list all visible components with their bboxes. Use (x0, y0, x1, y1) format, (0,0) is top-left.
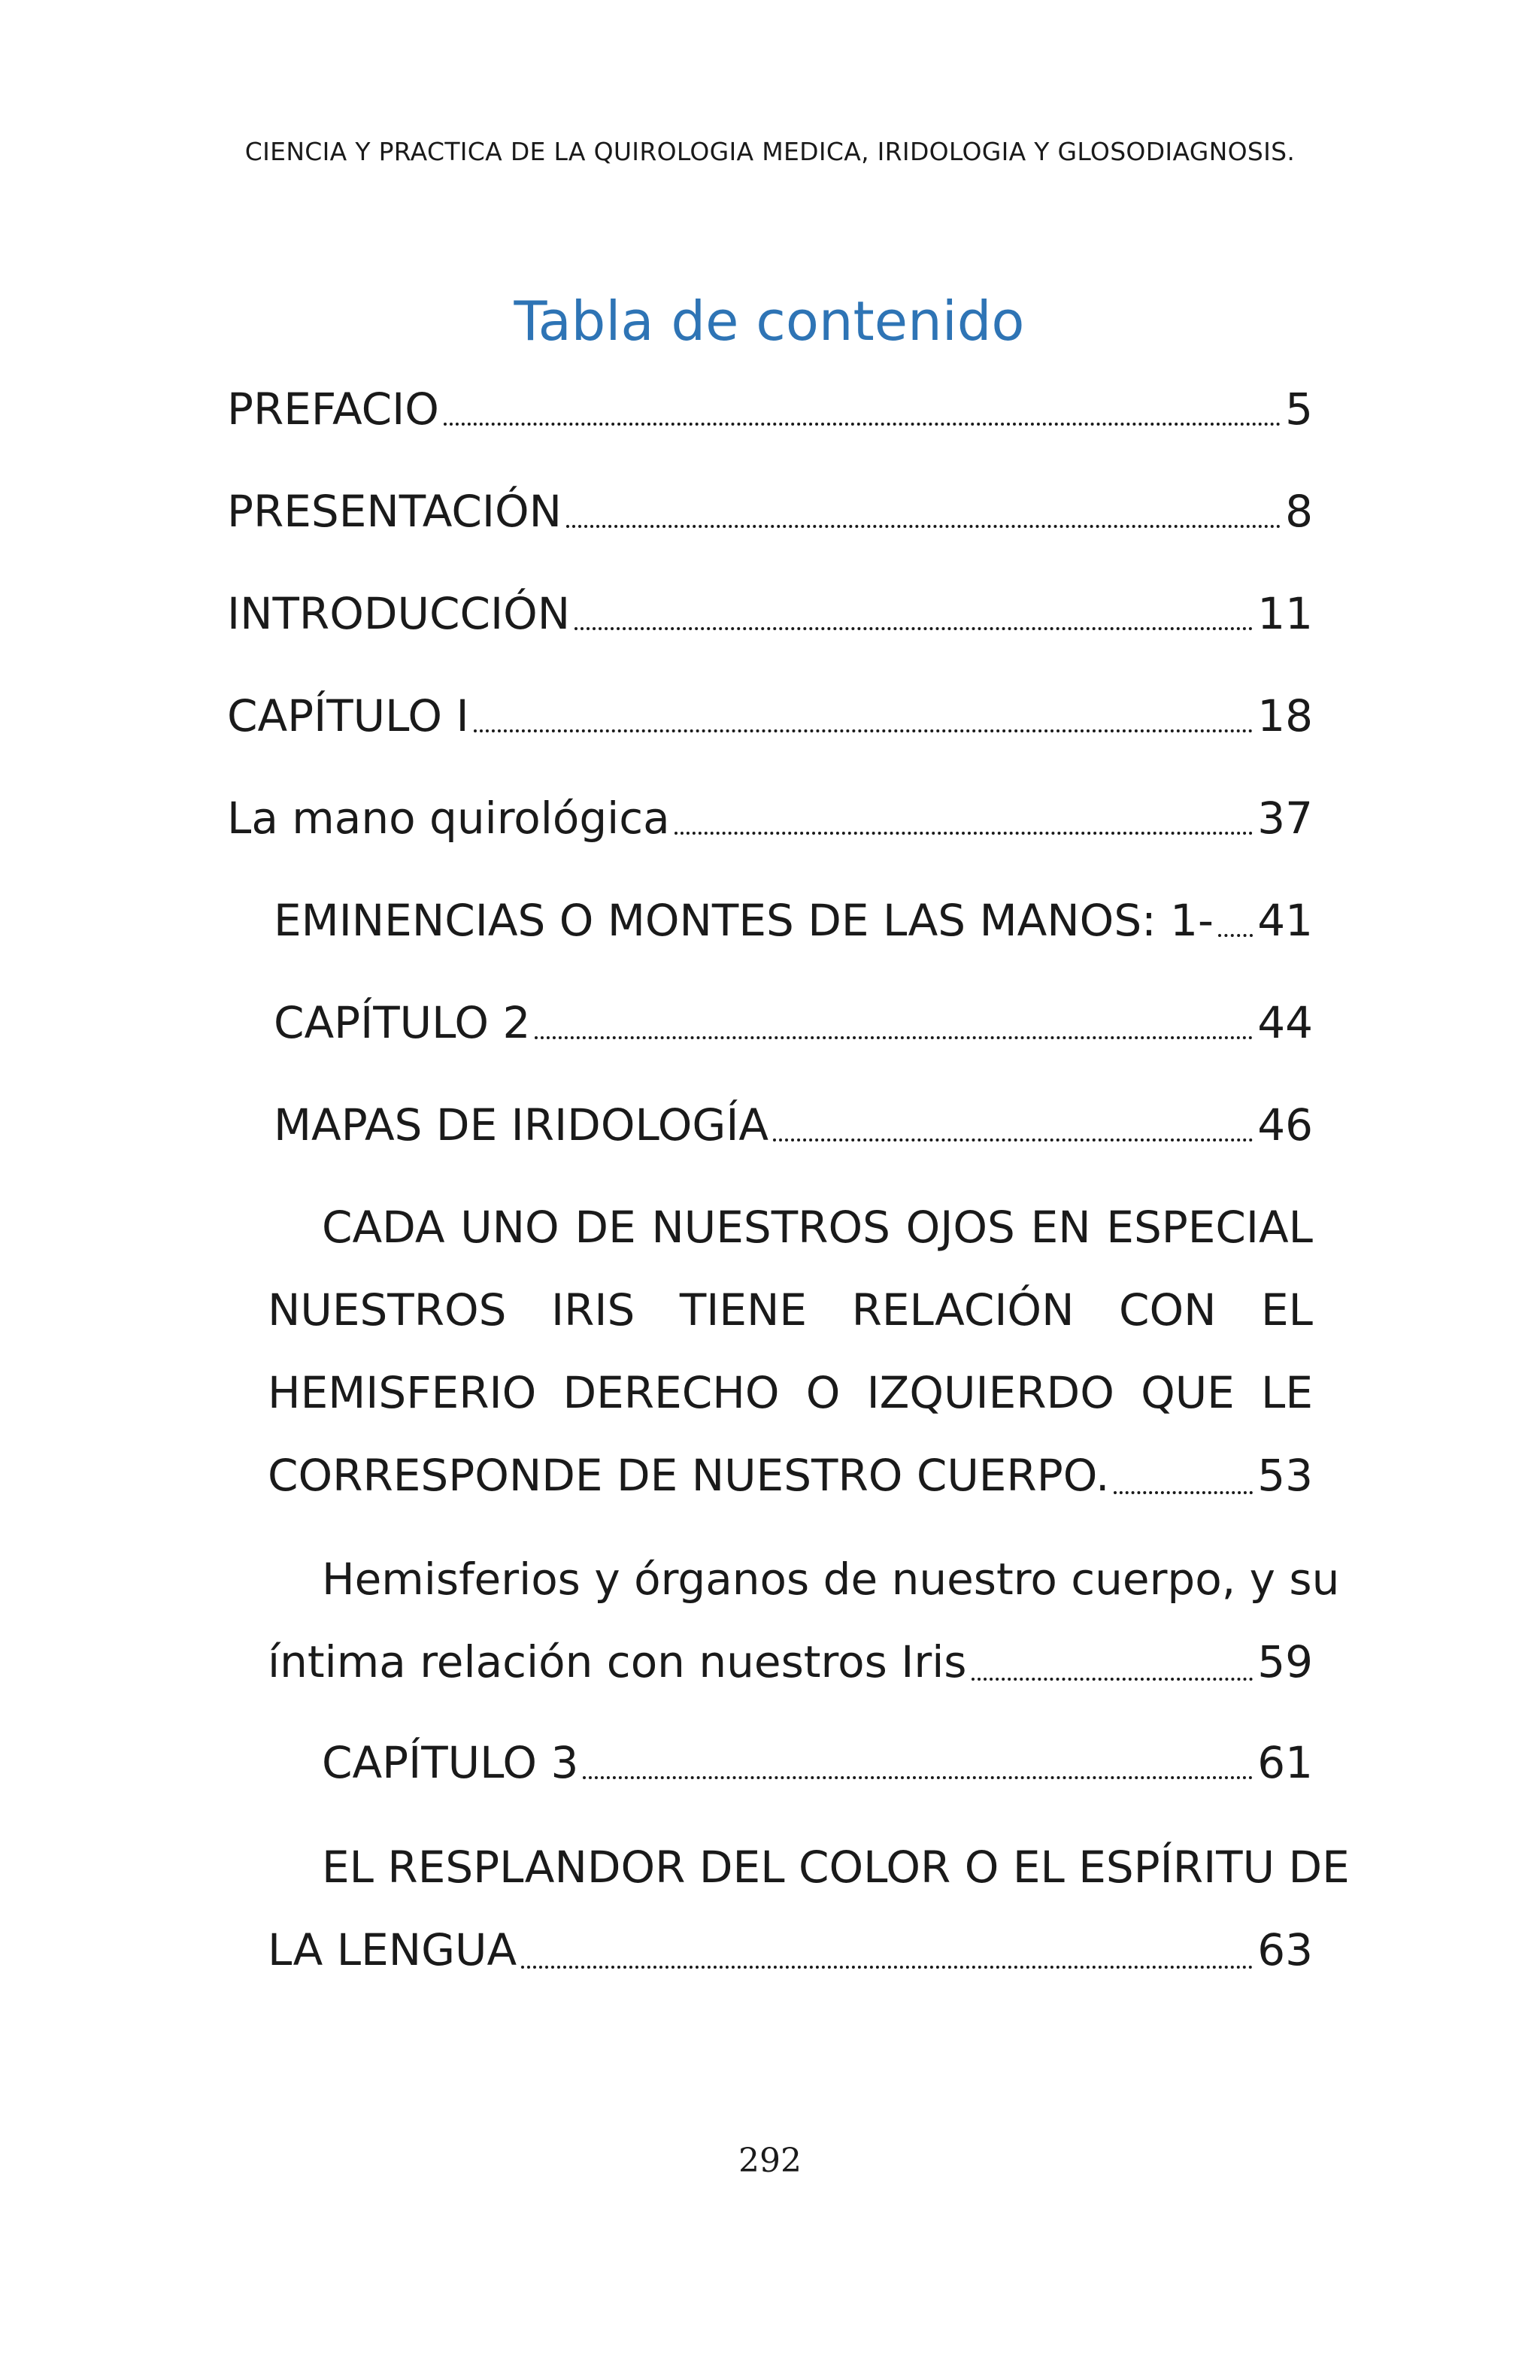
toc-entry-label: LA LENGUA (268, 1924, 517, 1975)
toc-entry-label: CAPÍTULO I (227, 690, 469, 741)
toc-entry-label: MAPAS DE IRIDOLOGÍA (274, 1099, 769, 1151)
page-number: 292 (738, 2142, 802, 2180)
toc-entry-mapas-iridologia[interactable] (274, 1095, 1313, 1155)
dot-leader (574, 627, 1253, 630)
dot-leader (535, 1036, 1253, 1039)
toc-entry-label: INTRODUCCIÓN (227, 588, 571, 639)
toc-entry-capitulo-3[interactable] (322, 1733, 1313, 1793)
toc-entry-line: HEMISFERIO DERECHO O IZQUIERDO QUE LE (268, 1367, 1313, 1418)
toc-entry-capitulo-2[interactable] (274, 993, 1313, 1053)
toc-entry-page: 44 (1257, 997, 1313, 1048)
toc-entry-hemisferios[interactable] (268, 1538, 1340, 1703)
dot-leader (773, 1138, 1253, 1141)
dot-leader (566, 525, 1281, 528)
toc-entry-presentacion[interactable] (227, 481, 1313, 541)
running-header: CIENCIA Y PRACTICA DE LA QUIROLOGIA MEDICA, IRIDOLOGIA Y GLOSODIAGNOSIS. (244, 137, 1296, 166)
toc-entry-label: CORRESPONDE DE NUESTRO CUERPO. (268, 1450, 1110, 1501)
toc-entry-page: 8 (1285, 486, 1313, 537)
toc-entry-label: PREFACIO (227, 384, 439, 435)
toc-entry-label: PRESENTACIÓN (227, 486, 562, 537)
toc-entry-page: 41 (1257, 895, 1313, 946)
toc-entry-page: 5 (1285, 384, 1313, 435)
toc-entry-page: 37 (1257, 793, 1313, 844)
toc-entry-page: 53 (1257, 1450, 1313, 1501)
toc-entry-label: La mano quirológica (227, 793, 670, 844)
toc-title: Tabla de contenido (514, 290, 1025, 353)
toc-entry-last-line (268, 1434, 1313, 1517)
toc-entry-line: EL RESPLANDOR DEL COLOR O EL ESPÍRITU DE (322, 1842, 1350, 1893)
toc-entry-page: 59 (1257, 1636, 1313, 1687)
toc-entry-label: CAPÍTULO 2 (274, 997, 531, 1048)
toc-entry-page: 18 (1257, 690, 1313, 741)
dot-leader (474, 729, 1254, 732)
toc-entry-mano-quirologica[interactable] (227, 788, 1313, 848)
toc-entry-page: 63 (1257, 1924, 1313, 1975)
toc-entry-line: NUESTROS IRIS TIENE RELACIÓN CON EL (268, 1284, 1313, 1336)
dot-leader (675, 832, 1253, 835)
toc-entry-eminencias[interactable] (274, 890, 1313, 950)
toc-entry-introduccion[interactable] (227, 584, 1313, 644)
toc-entry-page: 61 (1257, 1737, 1313, 1788)
dot-leader (521, 1966, 1253, 1969)
dot-leader (1218, 934, 1253, 937)
dot-leader (444, 423, 1281, 426)
toc-entry-last-line (268, 1909, 1313, 1991)
toc-entry-resplandor[interactable] (268, 1826, 1350, 1991)
toc-entry-line: Hemisferios y órganos de nuestro cuerpo, y su (322, 1554, 1340, 1605)
toc-entry-label: CAPÍTULO 3 (322, 1737, 579, 1788)
toc-entry-label: EMINENCIAS O MONTES DE LAS MANOS: 1- (274, 895, 1214, 946)
toc-entry-prefacio[interactable] (227, 379, 1313, 439)
toc-entry-page: 11 (1257, 588, 1313, 639)
dot-leader (583, 1776, 1253, 1779)
dot-leader (972, 1678, 1254, 1681)
toc-entry-page: 46 (1257, 1099, 1313, 1151)
toc-entry-line: CADA UNO DE NUESTROS OJOS EN ESPECIAL (322, 1202, 1313, 1253)
toc-entry-last-line (268, 1621, 1313, 1703)
toc-entry-cada-uno[interactable] (268, 1186, 1313, 1517)
toc-entry-label: íntima relación con nuestros Iris (268, 1636, 967, 1687)
dot-leader (1114, 1491, 1253, 1494)
toc-entry-capitulo-1[interactable] (227, 686, 1313, 746)
